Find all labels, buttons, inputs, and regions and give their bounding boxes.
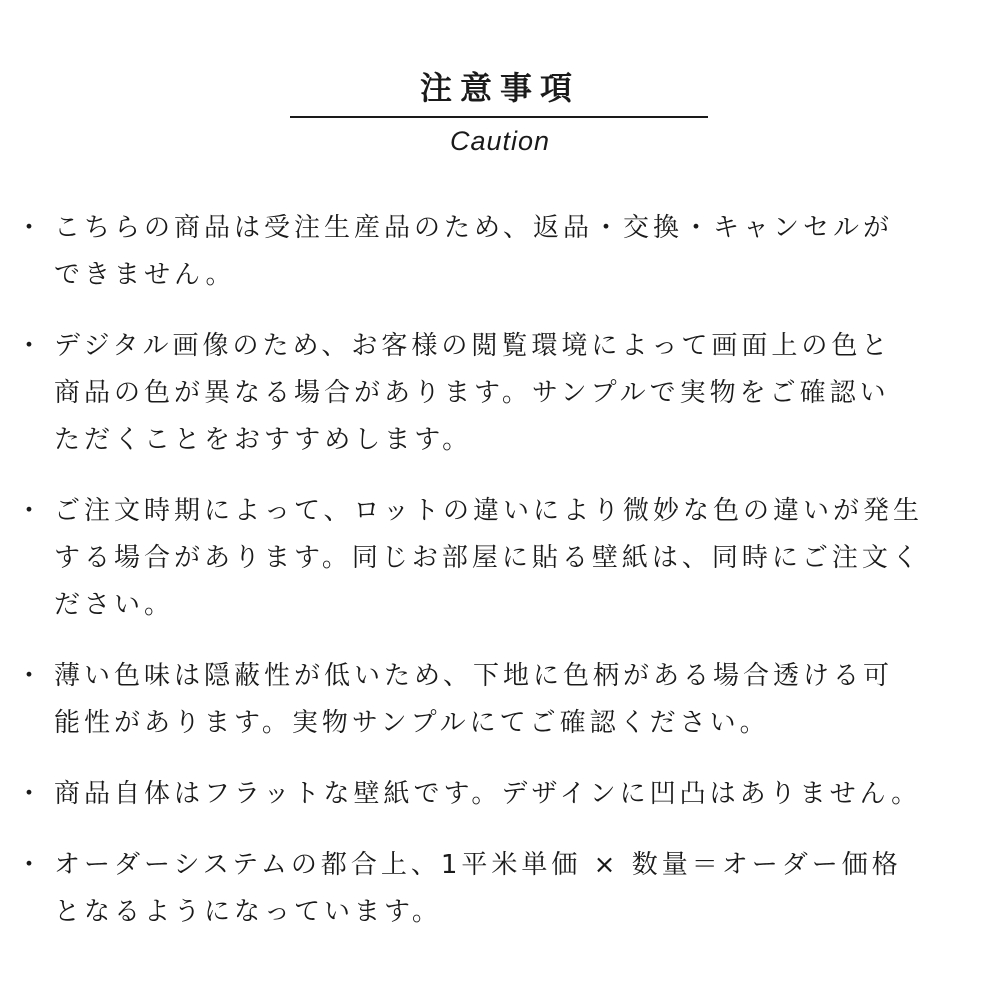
text-line: 商品自体はフラットな壁紙です。デザインに凹凸はありません。 — [54, 779, 922, 809]
caution-item — [0, 842, 1000, 936]
caution-text — [54, 653, 974, 747]
text-line: 能性があります。実物サンプルにてご確認ください。 — [54, 708, 770, 738]
text-line: 商品の色が異なる場合があります。サンプルで実物をご確認い — [54, 378, 890, 408]
bullet-mark: ・ — [16, 850, 43, 880]
text-line: 薄い色味は隠蔽性が低いため、下地に色柄がある場合透ける可 — [54, 661, 893, 691]
bullet-mark: ・ — [16, 779, 43, 809]
caution-text — [54, 205, 974, 299]
bullet-mark: ・ — [16, 213, 43, 243]
text-line: する場合があります。同じお部屋に貼る壁紙は、同時にご注文く — [54, 543, 922, 573]
text-line: ご注文時期によって、ロットの違いにより微妙な色の違いが発生 — [54, 496, 923, 526]
caution-item — [0, 205, 1000, 299]
text-line: オーダーシステムの都合上、1平米単価 × 数量＝オーダー価格 — [54, 850, 902, 880]
bullet-mark: ・ — [16, 661, 43, 691]
caution-list — [0, 205, 1000, 960]
caution-text — [54, 488, 974, 629]
caution-text — [54, 771, 974, 818]
caution-item — [0, 653, 1000, 747]
text-line: できません。 — [54, 260, 236, 290]
page-subtitle: Caution — [449, 126, 551, 156]
text-line: ただくことをおすすめします。 — [54, 425, 473, 455]
bullet-mark: ・ — [16, 331, 43, 361]
text-line: デジタル画像のため、お客様の閲覧環境によって画面上の色と — [54, 331, 892, 361]
caution-item — [0, 488, 1000, 629]
caution-text — [54, 842, 974, 936]
caution-text — [54, 323, 974, 464]
bullet-mark: ・ — [16, 496, 43, 526]
text-line: となるようになっています。 — [54, 897, 442, 927]
text-line: こちらの商品は受注生産品のため、返品・交換・キャンセルが — [54, 213, 893, 243]
text-line: ださい。 — [54, 590, 175, 620]
title-divider — [290, 116, 708, 118]
page-title: 注意事項 — [419, 69, 580, 107]
caution-item — [0, 323, 1000, 464]
caution-item — [0, 771, 1000, 818]
